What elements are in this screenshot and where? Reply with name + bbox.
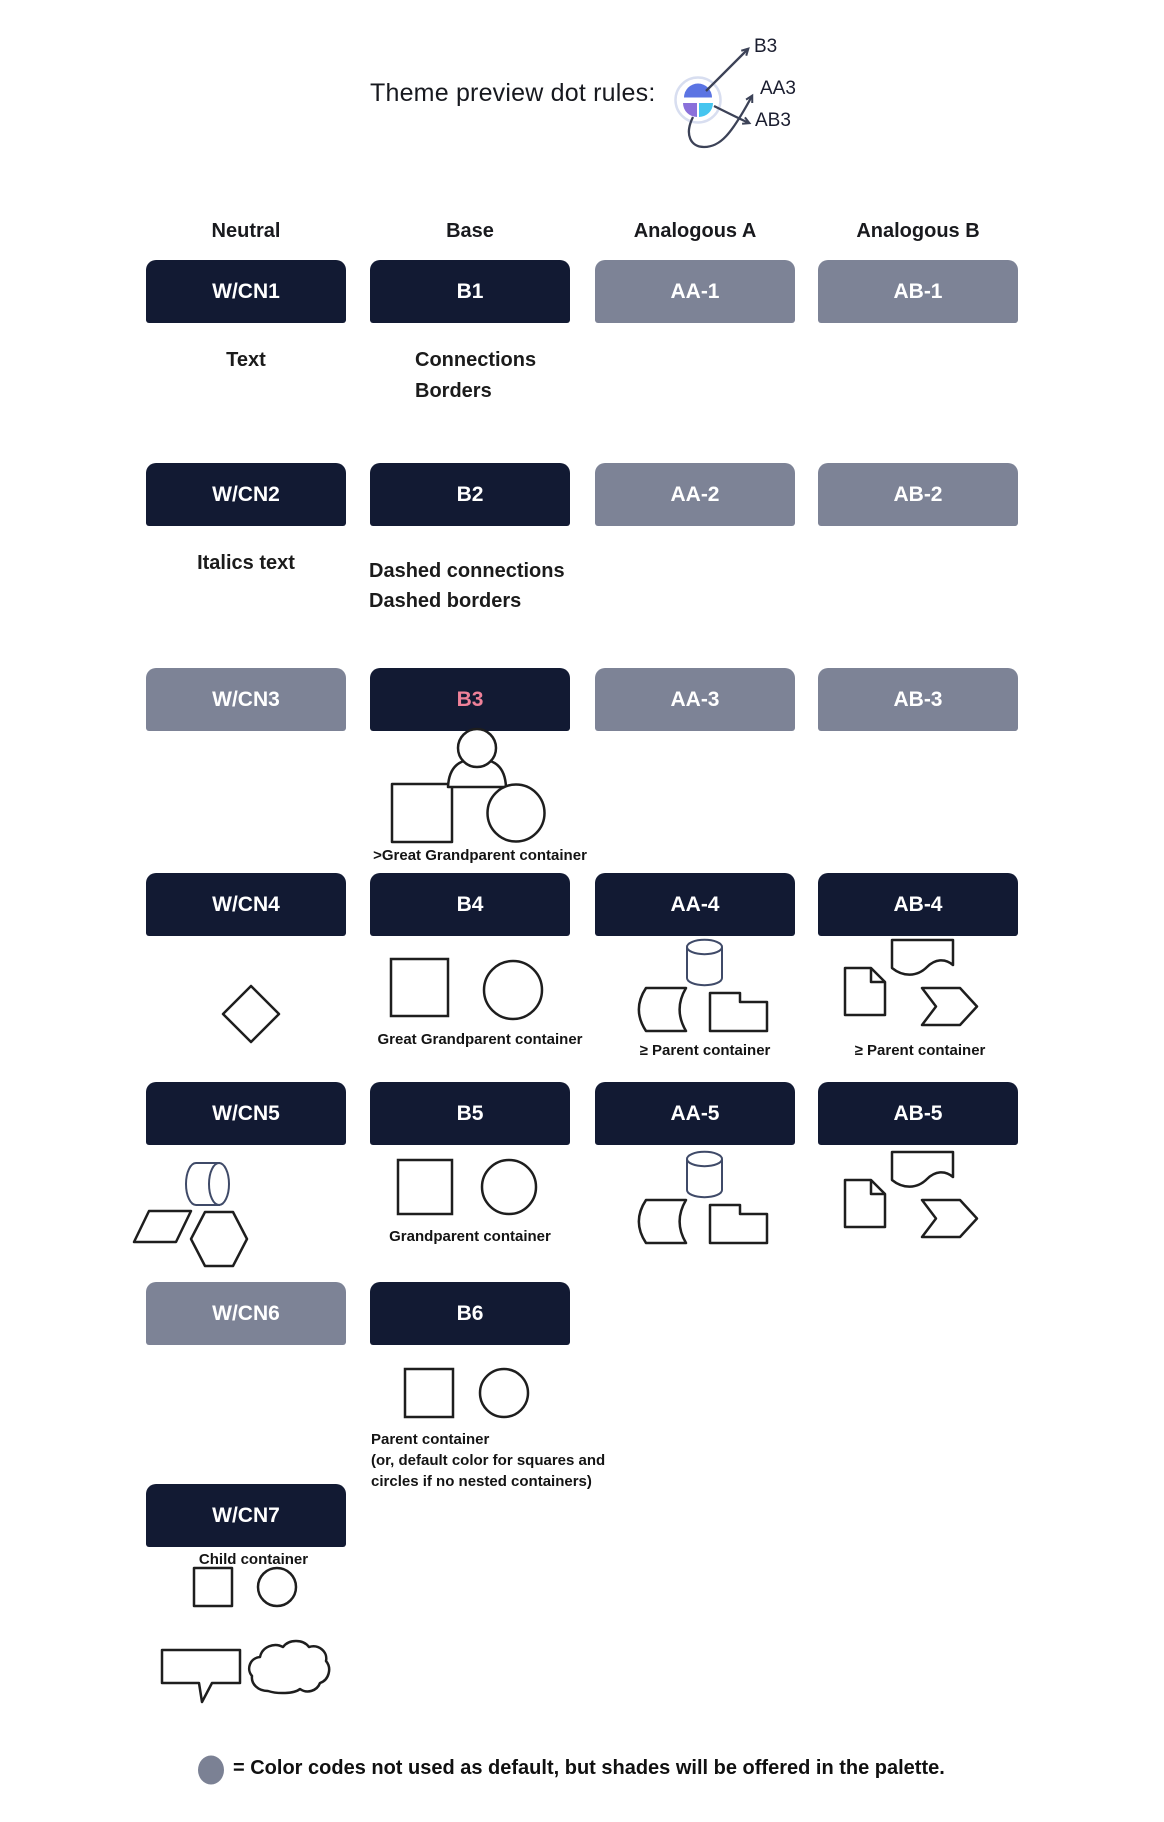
dot-rule-label-b3: B3 [754, 36, 778, 57]
swatch-wcn3: W/CN3 [146, 668, 346, 731]
circle-shape [258, 1568, 296, 1606]
caption-parent-default [371, 1429, 605, 1492]
caption-line: Parent container [371, 1431, 490, 1448]
swatch-ab3: AB-3 [818, 668, 1018, 731]
swatch-wcn1: W/CN1 [146, 260, 346, 323]
person-body-shape [448, 759, 506, 787]
parallelogram-shape [134, 1211, 191, 1242]
dot-analogous-a-quarter [699, 103, 713, 117]
caption-line: Borders [415, 380, 492, 402]
b3-person-square-circle-illustration [392, 729, 545, 842]
hexagon-shape [191, 1212, 247, 1266]
ab4-container-shapes [845, 940, 977, 1025]
b4-square-circle-illustration [391, 959, 542, 1019]
swatch-wcn5: W/CN5 [146, 1082, 346, 1145]
person-head-shape [458, 729, 496, 767]
dot-ring [676, 78, 721, 123]
wcn4-diamond-illustration [223, 986, 279, 1042]
square-shape [398, 1160, 452, 1214]
dot-analogous-b-quarter [683, 103, 697, 117]
wcn5-shapes-illustration [134, 1163, 247, 1266]
page-title: Theme preview dot rules: [370, 79, 656, 107]
dot-rule-label-ab3: AB3 [755, 110, 791, 131]
wcn7-shapes-illustration [162, 1568, 329, 1702]
caption-text: Text [226, 349, 266, 371]
caption-grandparent: Grandparent container [389, 1228, 551, 1245]
swatch-ab5: AB-5 [818, 1082, 1018, 1145]
caption-line: Dashed connections [369, 560, 565, 582]
circle-shape [480, 1369, 528, 1417]
swatch-b3: B3 [370, 668, 570, 731]
dot-rule-label-aa3: AA3 [760, 78, 796, 99]
caption-line: Connections [415, 349, 537, 371]
square-shape [392, 784, 452, 842]
dot-base-half [684, 84, 712, 98]
square-shape [194, 1568, 232, 1606]
circle-shape [482, 1160, 536, 1214]
arrow-to-b3 [706, 49, 748, 91]
circle-shape [484, 961, 542, 1019]
legend-dot [198, 1756, 224, 1785]
swatch-ab4: AB-4 [818, 873, 1018, 936]
swatch-b1: B1 [370, 260, 570, 323]
theme-preview-dot-icon [676, 78, 721, 123]
cloud-shape [249, 1641, 329, 1693]
swatch-aa4: AA-4 [595, 873, 795, 936]
swatch-ab2: AB-2 [818, 463, 1018, 526]
swatch-aa1: AA-1 [595, 260, 795, 323]
caption-italics-text: Italics text [197, 552, 295, 574]
swatch-b5: B5 [370, 1082, 570, 1145]
b6-square-circle-illustration [405, 1369, 528, 1417]
swatch-aa3: AA-3 [595, 668, 795, 731]
diamond-shape [223, 986, 279, 1042]
column-header-analogous-a: Analogous A [633, 220, 757, 242]
circle-shape [488, 785, 545, 842]
caption-parent-aa: ≥ Parent container [639, 1042, 771, 1059]
swatch-b6: B6 [370, 1282, 570, 1345]
swatch-wcn6: W/CN6 [146, 1282, 346, 1345]
aa5-container-shapes [639, 1152, 767, 1243]
aa4-container-shapes [639, 940, 767, 1031]
swatch-wcn4: W/CN4 [146, 873, 346, 936]
arrow-to-ab3 [714, 106, 749, 123]
horizontal-cylinder-shape [186, 1163, 219, 1205]
speech-bubble-shape [162, 1650, 240, 1702]
swatch-wcn7: W/CN7 [146, 1484, 346, 1547]
caption-line: (or, default color for squares and [371, 1452, 606, 1469]
swatch-ab1: AB-1 [818, 260, 1018, 323]
swatch-aa5: AA-5 [595, 1082, 795, 1145]
legend-text: = Color codes not used as default, but shades will be offered in the palette. [233, 1757, 945, 1779]
column-header-base: Base [446, 220, 494, 242]
swatch-wcn2: W/CN2 [146, 463, 346, 526]
arrow-to-aa3 [689, 96, 752, 147]
caption-line: Dashed borders [369, 590, 522, 612]
caption-great-grandparent-gt: >Great Grandparent container [373, 847, 587, 864]
caption-parent-ab: ≥ Parent container [854, 1042, 986, 1059]
swatch-b2: B2 [370, 463, 570, 526]
column-header-analogous-b: Analogous B [856, 220, 980, 242]
caption-line: circles if no nested containers) [371, 1473, 592, 1490]
caption-great-grandparent: Great Grandparent container [377, 1031, 583, 1048]
caption-connections-borders [415, 345, 536, 407]
cylinder-end-shape [209, 1163, 229, 1205]
square-shape [391, 959, 448, 1016]
square-shape [405, 1369, 453, 1417]
dot-rule-arrows [689, 49, 752, 147]
swatch-aa2: AA-2 [595, 463, 795, 526]
ab5-container-shapes [845, 1152, 977, 1237]
caption-dashed [369, 556, 565, 616]
b5-square-circle-illustration [398, 1160, 536, 1214]
caption-child-container: Child container [198, 1551, 309, 1568]
swatch-b4: B4 [370, 873, 570, 936]
column-header-neutral: Neutral [211, 220, 281, 242]
